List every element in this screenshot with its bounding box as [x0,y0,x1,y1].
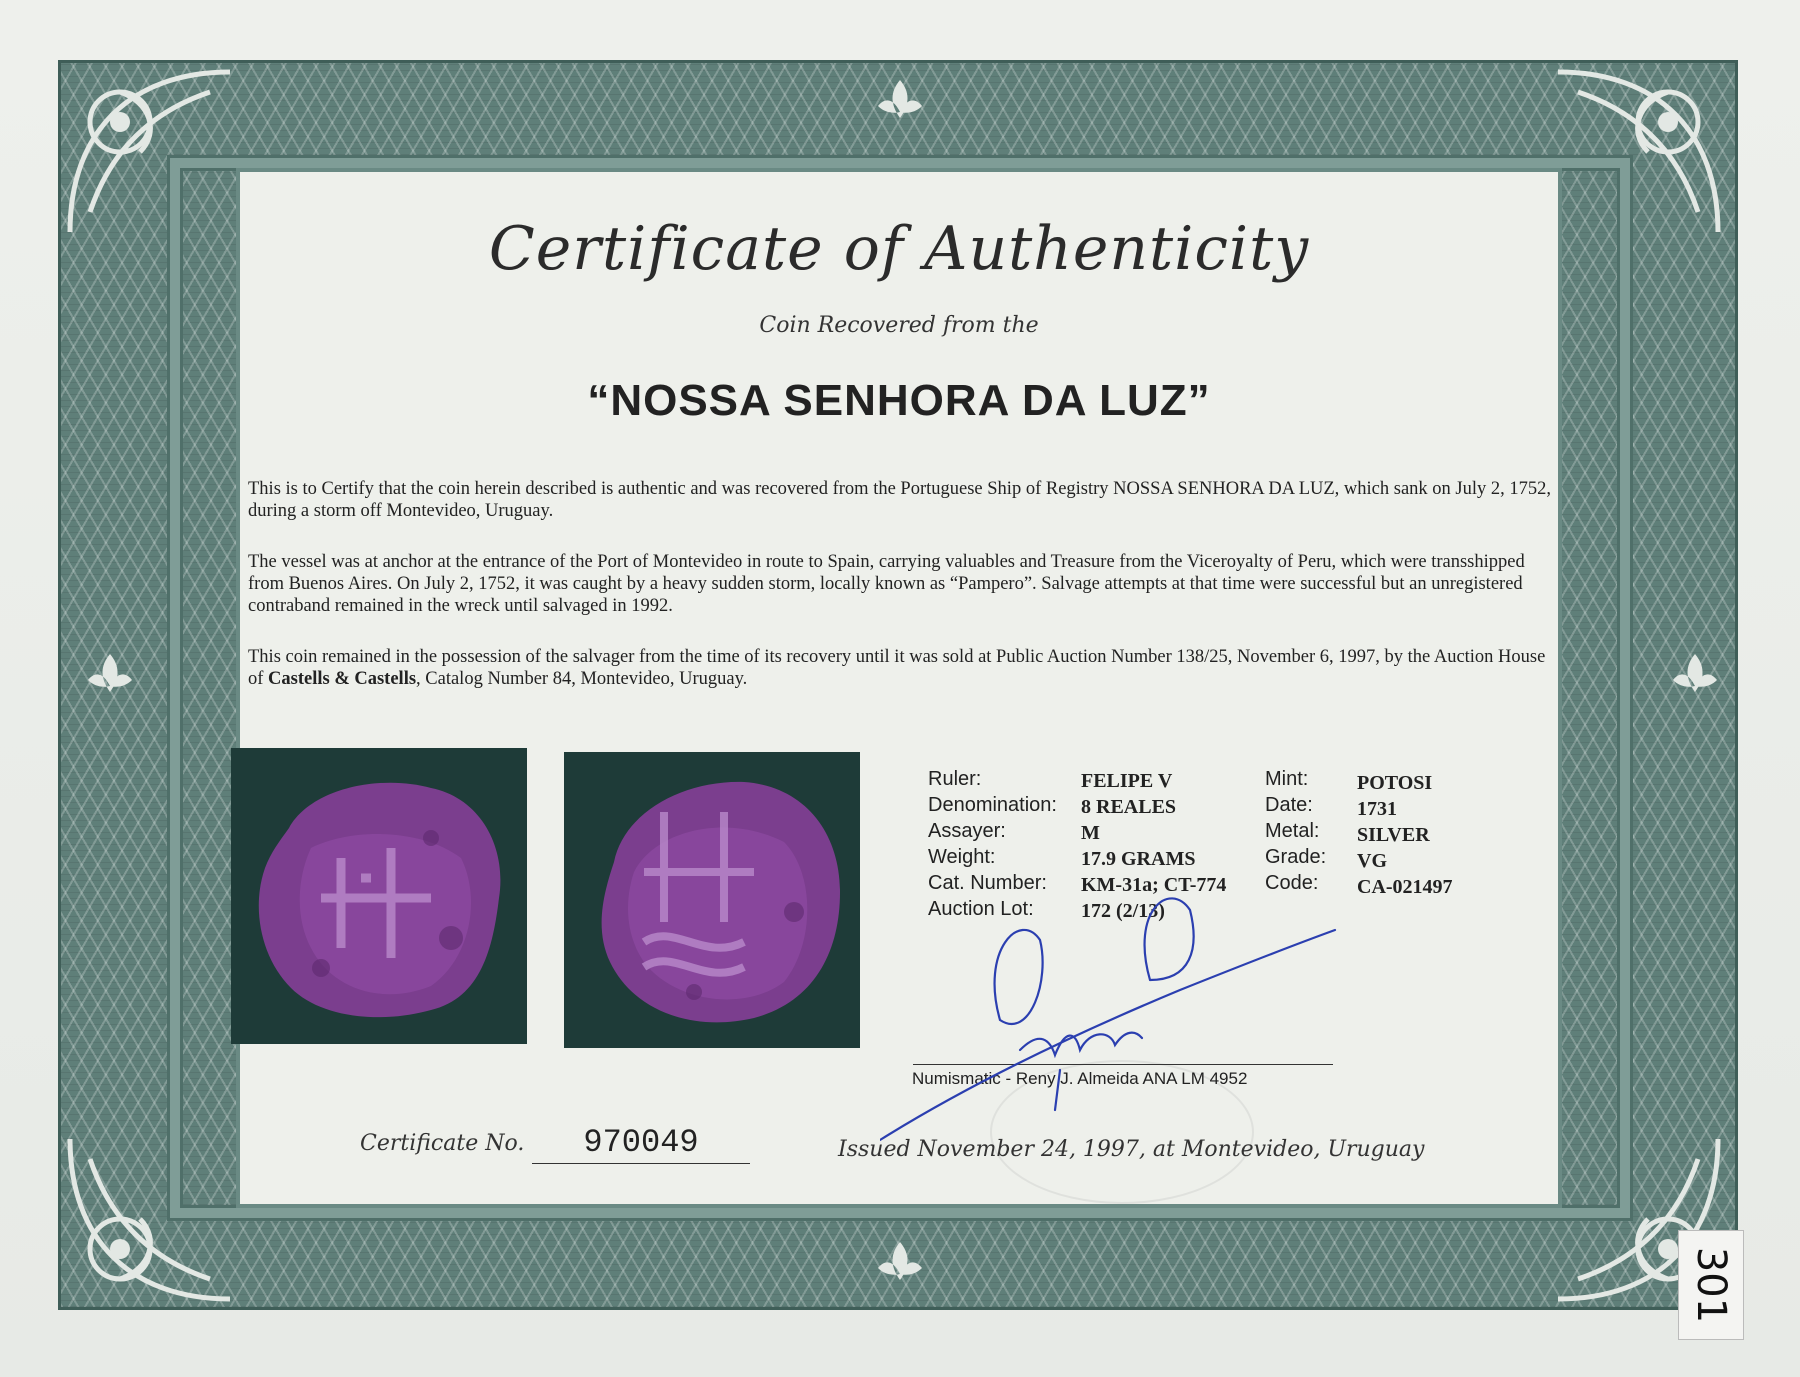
mint-value: POTOSI [1357,772,1433,794]
certificate-title: Certificate of Authenticity [488,214,1310,284]
grade-value: VG [1357,850,1387,872]
date-label: Date: [1265,794,1313,816]
weight-label: Weight: [928,846,996,868]
ruler-label: Ruler: [928,768,982,790]
issue-date: Issued November 24, 1997, at Montevideo, Uruguay [838,1137,1425,1162]
cat-number-value: KM-31a; CT-774 [1081,874,1227,896]
fleur-ornament-icon [870,1238,930,1284]
handwritten-signature [880,870,1340,1170]
fleur-ornament-icon [1665,650,1725,696]
vessel-history-paragraph: The vessel was at anchor at the entrance of the Port of Montevideo in route to Spain, carrying valuables and Treasure from the Viceroyalty of Peru, which were transshipped from Buenos Aires. On July 2, 1752, it was caught by a heavy sudden storm, locally known as “Pampero”. Salvage attempts at that time were successful but an unregistered contraband remained in the wreck until salvaged in 1992. [248,552,1525,616]
coin-obverse-photo [231,748,527,1044]
auction-lot-value: 172 (2/13) [1081,900,1165,922]
certificate-number: 970049 [532,1124,750,1164]
scroll-corner-ornament-icon [50,52,250,252]
provenance-text-end: , Catalog Number 84, Montevideo, Uruguay. [416,669,748,689]
ruler-value: FELIPE V [1081,770,1173,792]
ship-name: “NOSSA SENHORA DA LUZ” [587,376,1211,425]
certificate-subtitle: Coin Recovered from the [759,313,1039,338]
cat-number-label: Cat. Number: [928,872,1047,894]
coin-reverse-photo [564,752,860,1048]
weight-value: 17.9 GRAMS [1081,848,1196,870]
provenance-text: This coin remained in the possession of the salvager from the time of its recovery until it was sold at Public Auction Number 138/25, November 6, 1997, by the Auction House of [248,647,1546,689]
assayer-value: M [1081,822,1100,844]
details-right-values [1357,770,1453,900]
code-label: Code: [1265,872,1319,894]
auction-house-name: Castells & Castells [268,669,417,689]
grade-label: Grade: [1265,846,1327,868]
date-value: 1731 [1357,798,1397,820]
sticker-number: 301 [1688,1246,1734,1324]
metal-label: Metal: [1265,820,1320,842]
scroll-corner-ornament-icon [1538,52,1738,252]
certification-paragraph: This is to Certify that the coin herein described is authentic and was recovered from the Portuguese Ship of Registry NOSSA SENHORA DA LUZ, which sank on July 2, 1752, during a storm off Montevideo, Uruguay. [248,479,1552,521]
certificate-number-label: Certificate No. [360,1131,525,1156]
metal-value: SILVER [1357,824,1430,846]
handwritten-sticker [1678,1230,1744,1340]
code-value: CA-021497 [1357,876,1453,898]
assayer-label: Assayer: [928,820,1006,842]
scroll-corner-ornament-icon [50,1119,250,1319]
signature-caption: Numismatic - Reny J. Almeida ANA LM 4952 [912,1069,1248,1088]
fleur-ornament-icon [870,76,930,122]
denomination-value: 8 REALES [1081,796,1177,818]
fleur-ornament-icon [80,650,140,696]
mint-label: Mint: [1265,768,1309,790]
auction-lot-label: Auction Lot: [928,898,1034,920]
denomination-label: Denomination: [928,794,1057,816]
provenance-paragraph [248,646,1554,690]
